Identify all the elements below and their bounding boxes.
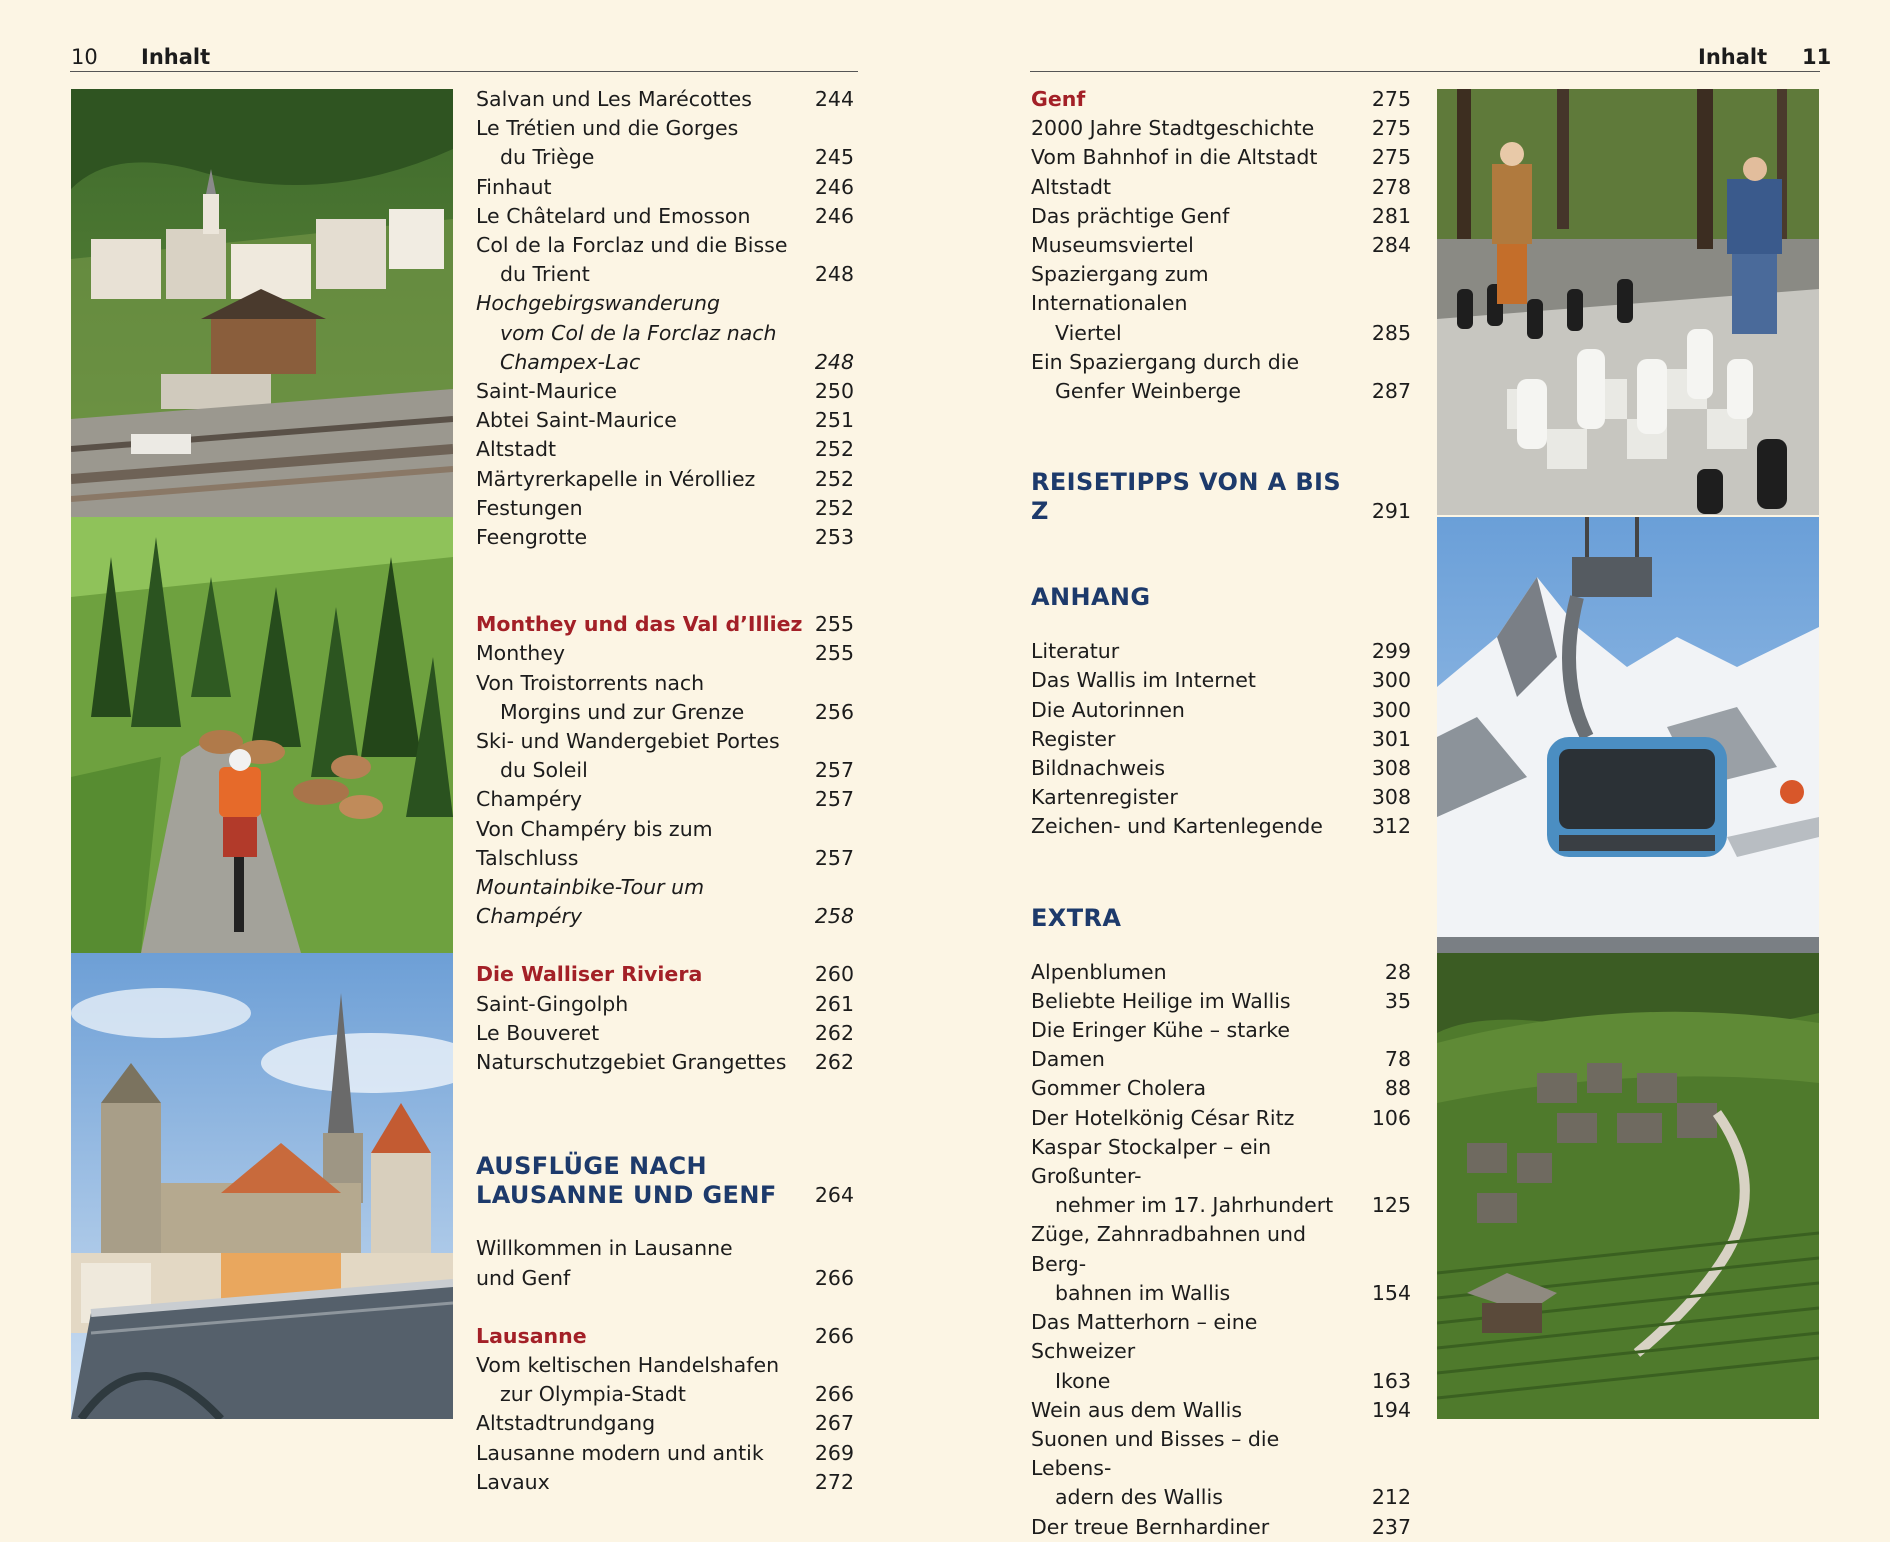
toc-entry-line: Beliebte Heilige im Wallis [1031,988,1291,1013]
toc-entry-line: Von Troistorrents nach [476,670,705,695]
toc-entry-page: 258 [814,904,854,929]
toc-entry-line: Le Trétien und die Gorges [476,116,739,141]
toc-entry-line: Morgins und zur Grenze [500,699,745,724]
toc-entry-page: 252 [814,466,854,491]
toc-entry[interactable] [1031,1104,1411,1133]
toc-entry-title [1031,987,1363,1016]
toc-entry-line: nehmer im 17. Jahrhundert [1055,1193,1334,1218]
toc-entry-page: 245 [814,145,854,170]
toc-entry-line: Museumsviertel [1031,233,1194,258]
toc-entry-line: Kartenregister [1031,785,1178,810]
toc-entry[interactable] [476,435,854,464]
toc-entry[interactable] [1031,754,1411,783]
photo-cable-car [1437,517,1819,953]
toc-entry[interactable] [476,1439,854,1468]
toc-entry-title [476,85,806,114]
toc-entry-title [476,173,806,202]
toc-entry-line: bahnen im Wallis [1055,1280,1231,1305]
toc-entry-line: Von Champéry bis zum Talschluss [476,816,713,870]
toc-entry-page: 237 [1371,1514,1411,1539]
toc-entry-page: 269 [814,1440,854,1465]
left-toc-group-monthey [476,610,854,931]
toc-entry-page: 212 [1371,1485,1411,1510]
section-heading-reisetipps[interactable] [1031,468,1411,526]
toc-entry[interactable] [1031,1133,1411,1221]
right-page-number [1802,44,1831,70]
toc-entry-page: 275 [1371,87,1411,111]
toc-entry-line: Literatur [1031,639,1120,664]
toc-entry[interactable] [476,669,854,727]
toc-entry-line: Bildnachweis [1031,756,1166,781]
left-toc-group-willkommen [476,1234,854,1292]
toc-entry[interactable] [476,960,854,989]
toc-entry[interactable] [1031,666,1411,695]
toc-entry-title [476,435,806,464]
section-heading-anhang: ANHANG [1031,583,1151,612]
spacer [476,1210,854,1234]
toc-entry-page: 275 [1371,145,1411,170]
toc-entry[interactable] [1031,958,1411,987]
toc-entry-line: Viertel [1055,320,1122,345]
toc-entry[interactable] [1031,1074,1411,1103]
toc-entry-title [476,1048,806,1077]
section-heading-extra: EXTRA [1031,903,1122,932]
left-toc [476,85,854,1497]
toc-entry-page: 262 [814,1020,854,1045]
toc-entry-page: 275 [1371,116,1411,141]
toc-entry-line: Ein Spaziergang durch die [1031,349,1300,374]
toc-entry-title [1031,85,1363,114]
right-header-rule [1030,71,1820,72]
toc-entry-title [476,1019,806,1048]
toc-entry-title [476,202,806,231]
toc-entry-page: 255 [814,641,854,666]
toc-entry-title [1031,348,1363,406]
toc-entry-line: Champex-Lac [500,349,641,374]
toc-entry-title [1031,1133,1363,1221]
toc-entry-line: Vom keltischen Handelshafen [476,1352,780,1377]
toc-entry-page: 284 [1371,233,1411,258]
toc-entry-title [476,289,806,377]
toc-entry-line: Saint-Maurice [476,379,617,404]
toc-entry[interactable] [1031,1425,1411,1513]
left-header-rule [70,71,858,72]
toc-entry[interactable] [1031,1513,1411,1542]
toc-entry-title [1031,754,1363,783]
toc-entry-line: Lausanne modern und antik [476,1440,764,1465]
toc-entry[interactable] [476,377,854,406]
left-page-number: 10 [71,45,98,69]
toc-entry[interactable] [476,815,854,873]
left-toc-group-salvan [476,85,854,552]
toc-entry-title [1031,1396,1363,1425]
spacer [1031,933,1411,958]
toc-entry-line: du Triège [500,145,595,170]
toc-entry-line: adern des Wallis [1055,1485,1223,1510]
toc-entry-title [476,610,806,639]
toc-entry-line: Lavaux [476,1469,550,1494]
toc-entry-line: Register [1031,726,1116,751]
toc-entry-line: Salvan und Les Marécottes [476,87,752,111]
toc-entry-line: Lausanne [476,1323,587,1348]
section-heading-ausfluege-line1: AUSFLÜGE NACH [476,1152,707,1181]
toc-entry-line: 2000 Jahre Stadtgeschichte [1031,116,1315,141]
toc-entry[interactable] [1031,85,1411,114]
toc-entry-line: vom Col de la Forclaz nach [500,320,777,345]
toc-entry-page: 281 [1371,203,1411,228]
toc-entry[interactable] [476,610,854,639]
toc-entry[interactable] [476,1468,854,1497]
toc-entry-page: 163 [1371,1368,1411,1393]
toc-entry-title [476,727,806,785]
toc-entry-title [476,377,806,406]
toc-entry[interactable] [476,523,854,552]
spacer [1031,526,1411,583]
toc-entry-page: 251 [814,408,854,433]
toc-entry-title [1031,1016,1363,1074]
toc-entry[interactable] [1031,260,1411,348]
toc-entry-line: Champéry [476,787,583,812]
toc-entry-title [476,1439,806,1468]
toc-entry[interactable] [1031,1396,1411,1425]
toc-entry-line: Abtei Saint-Maurice [476,408,677,433]
toc-entry-line: du Soleil [500,758,588,783]
toc-entry[interactable] [476,1048,854,1077]
toc-entry[interactable] [476,639,854,668]
toc-entry-page: 301 [1371,726,1411,751]
right-page-number-text: 11 [1802,45,1832,69]
toc-entry-page: 285 [1371,320,1411,345]
toc-entry-line: Die Autorinnen [1031,697,1185,722]
toc-entry-title [476,873,806,931]
toc-entry-line: Altstadt [1031,174,1112,199]
spacer [1031,612,1411,637]
toc-entry-title [476,960,806,989]
toc-entry-title [1031,114,1363,143]
toc-entry-title [476,1322,806,1351]
toc-entry[interactable] [476,406,854,435]
section-heading-ausfluege-title [476,1152,806,1210]
toc-entry-title [476,1351,806,1409]
toc-entry-line: Die Walliser Riviera [476,962,703,987]
toc-entry-line: Kaspar Stockalper – ein Großunter- [1031,1134,1272,1189]
section-heading-reisetipps-page: 291 [1371,499,1411,524]
toc-entry-page: 287 [1371,379,1411,404]
toc-entry-title [1031,812,1363,841]
right-running-title-text: Inhalt [1698,45,1768,69]
toc-entry-title [1031,143,1363,172]
toc-entry-page: 244 [814,87,854,111]
toc-entry-title [1031,1104,1363,1133]
toc-entry-line: Genfer Weinberge [1055,379,1241,404]
toc-entry[interactable] [476,231,854,289]
toc-entry[interactable] [476,465,854,494]
toc-entry[interactable] [1031,1308,1411,1396]
toc-entry-page: 266 [814,1265,854,1290]
right-toc-group-extra [1031,958,1411,1542]
toc-entry-title [476,669,806,727]
toc-entry-title [476,494,806,523]
toc-entry-title [1031,260,1363,348]
toc-entry-line: Spaziergang zum Internationalen [1031,262,1209,316]
toc-entry-line: Alpenblumen [1031,959,1167,984]
toc-entry-title [1031,696,1363,725]
left-toc-group-lausanne [476,1322,854,1497]
toc-entry-line: Der Hotelkönig César Ritz [1031,1105,1295,1130]
toc-entry[interactable] [1031,1016,1411,1074]
toc-entry-line: Willkommen in Lausanne [476,1236,733,1261]
toc-entry-line: Altstadt [476,437,557,462]
toc-entry-page: 248 [814,349,854,374]
toc-entry-title [1031,1308,1363,1396]
spacer [476,1293,854,1322]
right-running-title [1698,44,1767,70]
toc-entry[interactable] [476,114,854,172]
toc-entry-title [1031,173,1363,202]
toc-entry-line: Ikone [1055,1368,1111,1393]
toc-entry-title [476,114,806,172]
toc-entry[interactable] [476,173,854,202]
toc-entry-title [1031,783,1363,812]
toc-entry[interactable] [476,494,854,523]
toc-entry[interactable] [1031,637,1411,666]
toc-entry[interactable] [476,727,854,785]
right-toc-group-anhang [1031,637,1411,841]
toc-entry-title [476,815,806,873]
toc-entry-title [476,523,806,552]
toc-entry-line: Vom Bahnhof in die Altstadt [1031,145,1318,170]
toc-entry-line: Feengrotte [476,525,588,550]
toc-entry[interactable] [1031,696,1411,725]
toc-entry-line: Das prächtige Genf [1031,203,1230,228]
toc-entry[interactable] [476,1234,854,1292]
photo-mountain-village [71,89,453,517]
toc-entry[interactable] [1031,1220,1411,1308]
toc-entry-page: 256 [814,699,854,724]
spacer [1031,842,1411,904]
toc-entry-title [1031,1513,1363,1542]
toc-entry[interactable] [476,1019,854,1048]
toc-entry[interactable] [476,289,854,377]
toc-entry-line: Hochgebirgswanderung [476,291,721,316]
toc-entry-page: 312 [1371,814,1411,839]
toc-entry-line: Zeichen- und Kartenlegende [1031,814,1323,839]
toc-entry[interactable] [476,202,854,231]
toc-entry-title [1031,666,1363,695]
toc-entry-title [476,231,806,289]
toc-entry-title [476,1234,806,1292]
toc-entry-page: 261 [814,991,854,1016]
toc-entry-line: Monthey [476,641,565,666]
toc-entry-title [476,1409,806,1438]
toc-entry[interactable] [1031,231,1411,260]
toc-entry-page: 194 [1371,1397,1411,1422]
toc-entry[interactable] [1031,173,1411,202]
toc-entry-title [1031,202,1363,231]
toc-entry-line: Die Eringer Kühe – starke Damen [1031,1018,1291,1072]
right-toc [1031,85,1411,1542]
toc-entry-line: Naturschutzgebiet Grangettes [476,1050,787,1075]
toc-entry-page: 308 [1371,785,1411,810]
toc-entry[interactable] [1031,114,1411,143]
photo-giant-chess [1437,89,1819,515]
toc-entry-title [1031,1074,1363,1103]
toc-entry-title [476,990,806,1019]
toc-entry-line: Wein aus dem Wallis [1031,1397,1243,1422]
toc-entry-line: Der treue Bernhardiner [1031,1514,1270,1539]
toc-entry-page: 267 [814,1411,854,1436]
toc-entry-page: 253 [814,525,854,550]
toc-entry-line: Finhaut [476,174,552,199]
toc-entry-page: 257 [814,845,854,870]
toc-entry-line: Col de la Forclaz und die Bisse [476,233,788,258]
toc-entry[interactable] [1031,812,1411,841]
spacer [476,552,854,610]
toc-entry-title [1031,1425,1363,1513]
section-heading-ausfluege-page: 264 [814,1183,854,1208]
toc-entry-title [1031,637,1363,666]
toc-entry-title [476,465,806,494]
toc-entry-page: 35 [1384,988,1411,1013]
toc-entry-page: 300 [1371,668,1411,693]
left-running-title-text: Inhalt [141,45,211,69]
toc-entry-line: Altstadtrundgang [476,1411,656,1436]
toc-entry-page: 266 [814,1382,854,1407]
toc-entry-page: 278 [1371,174,1411,199]
toc-entry-title [1031,1220,1363,1308]
toc-entry[interactable] [1031,348,1411,406]
toc-entry-page: 262 [814,1050,854,1075]
toc-entry[interactable] [1031,143,1411,172]
left-running-title [141,44,210,70]
toc-entry-page: 78 [1384,1047,1411,1072]
toc-entry-line: und Genf [476,1265,571,1290]
toc-entry-page: 257 [814,787,854,812]
toc-entry-line: Gommer Cholera [1031,1076,1207,1101]
toc-entry-line: Saint-Gingolph [476,991,629,1016]
toc-entry[interactable] [1031,783,1411,812]
toc-entry[interactable] [476,785,854,814]
toc-entry[interactable] [1031,202,1411,231]
toc-entry-title [476,1468,806,1497]
toc-entry-line: zur Olympia-Stadt [500,1382,686,1407]
spacer [476,1077,854,1152]
toc-entry-line: Suonen und Bisses – die Lebens- [1031,1426,1280,1481]
toc-entry[interactable] [1031,725,1411,754]
toc-entry-page: 266 [814,1323,854,1348]
toc-entry-title [1031,958,1363,987]
toc-entry-page: 28 [1384,959,1411,984]
toc-entry-line: Le Châtelard und Emosson [476,203,751,228]
spacer [476,931,854,960]
toc-entry-page: 252 [814,437,854,462]
section-heading-ausfluege-line2: LAUSANNE UND GENF [476,1181,777,1210]
toc-entry-line: Le Bouveret [476,1020,600,1045]
toc-entry-page: 255 [814,612,854,637]
toc-entry-page: 250 [814,379,854,404]
toc-entry-page: 308 [1371,756,1411,781]
toc-entry-line: Ski- und Wandergebiet Portes [476,729,780,754]
toc-entry-line: Genf [1031,87,1086,111]
toc-entry-title [476,406,806,435]
right-toc-group-genf [1031,85,1411,406]
section-heading-ausfluege[interactable] [476,1152,854,1210]
toc-entry-title [1031,725,1363,754]
toc-entry-line: du Trient [500,262,590,287]
toc-entry[interactable] [476,1322,854,1351]
toc-entry-line: Mountainbike-Tour um Champéry [476,875,705,929]
toc-entry-line: Monthey und das Val d’Illiez [476,612,803,637]
toc-entry-page: 257 [814,758,854,783]
toc-entry-page: 125 [1371,1193,1411,1218]
toc-entry-title [476,785,806,814]
toc-entry[interactable] [476,873,854,931]
toc-entry-title [1031,231,1363,260]
toc-entry-line: Das Wallis im Internet [1031,668,1256,693]
toc-entry-line: Festungen [476,495,583,520]
toc-entry-line: Züge, Zahnradbahnen und Berg- [1031,1222,1306,1276]
photo-vineyard-village [1437,953,1819,1419]
left-toc-group-riviera [476,960,854,1077]
spacer [1031,406,1411,468]
toc-entry-page: 299 [1371,639,1411,664]
section-heading-reisetipps-title: REISETIPPS VON A BIS Z [1031,468,1342,526]
photo-lausanne-cathedral [71,953,453,1419]
toc-entry-page: 272 [814,1469,854,1494]
toc-entry-line: Märtyrerkapelle in Vérolliez [476,466,756,491]
toc-entry[interactable] [476,85,854,114]
toc-entry-page: 154 [1371,1280,1411,1305]
toc-entry-page: 106 [1371,1105,1411,1130]
toc-entry-page: 246 [814,203,854,228]
toc-entry[interactable] [476,1351,854,1409]
toc-entry-page: 248 [814,262,854,287]
photo-cyclist-cows [71,517,453,953]
toc-entry[interactable] [476,1409,854,1438]
toc-entry-page: 246 [814,174,854,199]
toc-entry-line: Das Matterhorn – eine Schweizer [1031,1310,1258,1364]
toc-entry[interactable] [1031,987,1411,1016]
toc-entry-page: 300 [1371,697,1411,722]
toc-entry[interactable] [476,990,854,1019]
toc-entry-page: 252 [814,495,854,520]
toc-entry-page: 88 [1384,1076,1411,1101]
toc-entry-page: 260 [814,962,854,987]
toc-entry-title [476,639,806,668]
